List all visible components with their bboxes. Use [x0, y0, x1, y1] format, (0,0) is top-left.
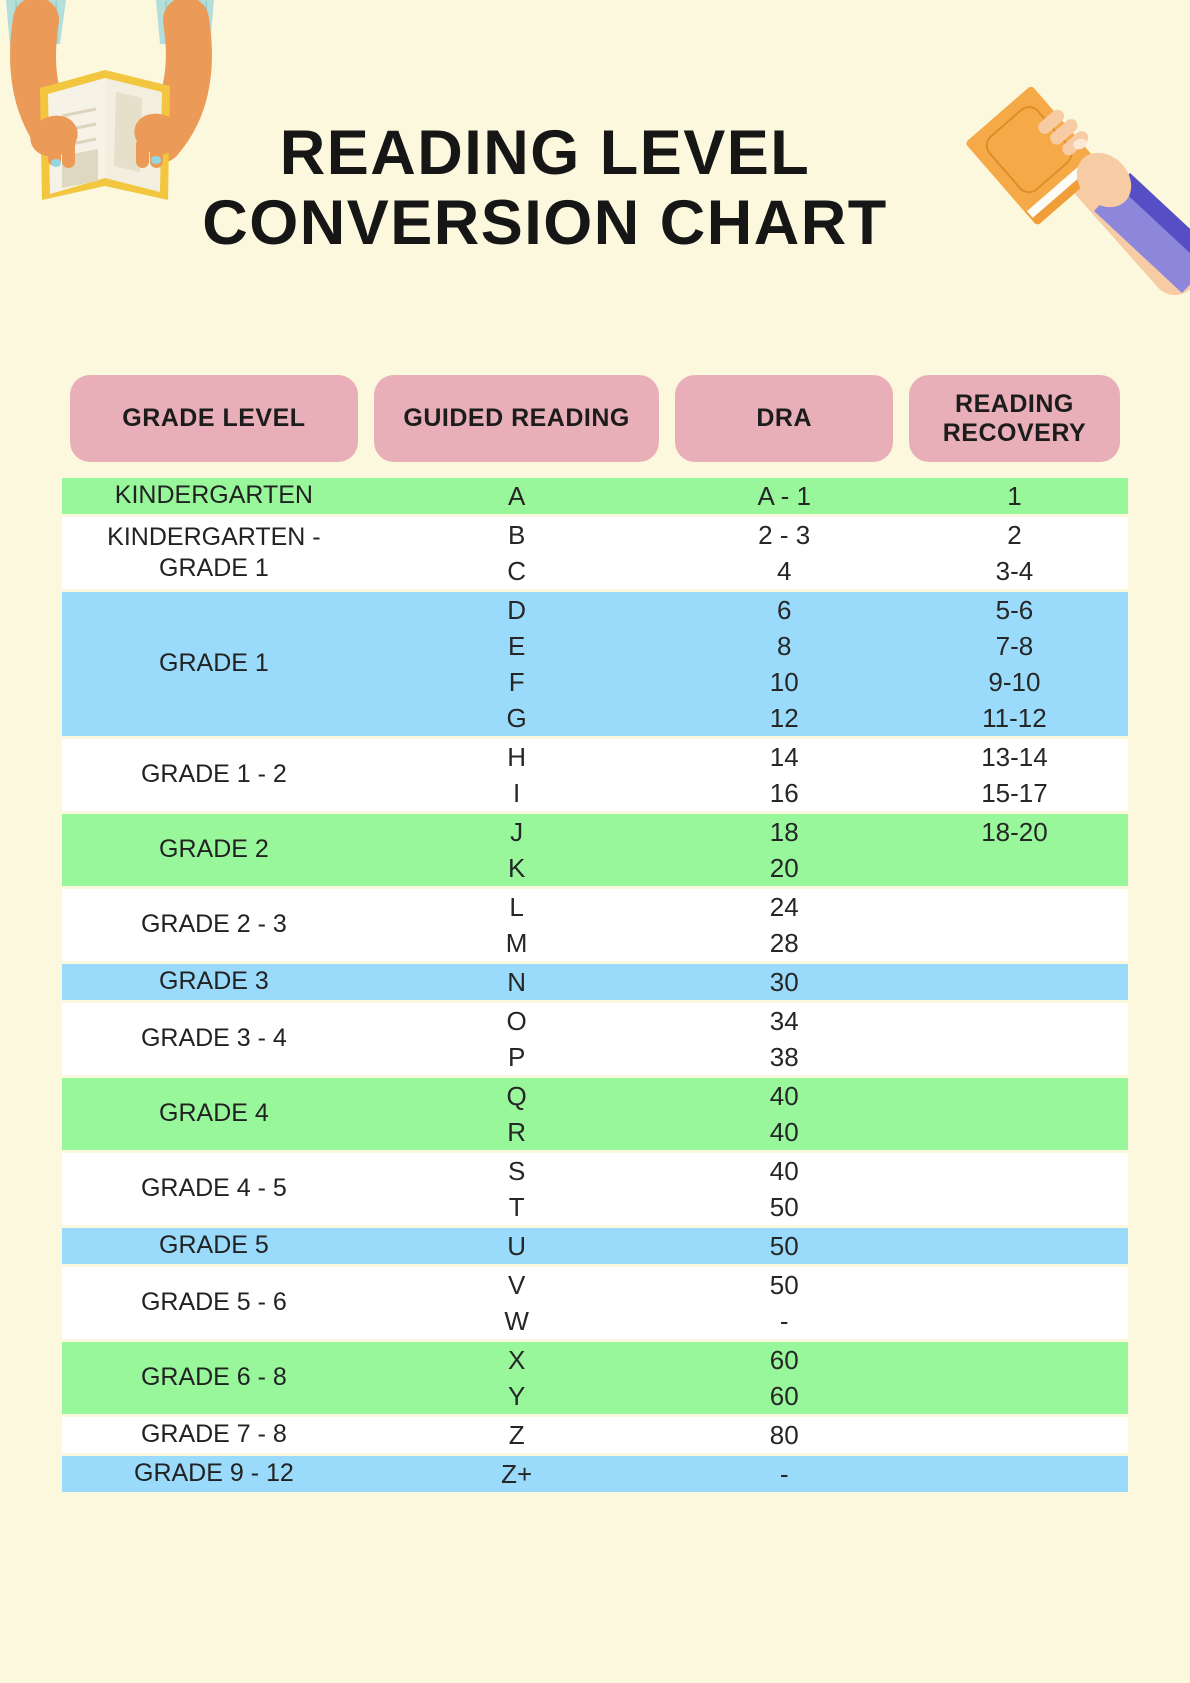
- column-header-grade-level: GRADE LEVEL: [70, 375, 358, 462]
- cell-line: 18: [769, 816, 799, 847]
- column-header-guided-reading: GUIDED READING: [374, 375, 660, 462]
- reading-recovery-cell: [901, 1003, 1128, 1075]
- cell-line: 20: [769, 852, 799, 883]
- dra-cell: [667, 1003, 900, 1075]
- guided-reading-cell: [366, 478, 668, 514]
- grade-level-cell: GRADE 4 - 5: [140, 1174, 287, 1203]
- dra-cell: [667, 814, 900, 886]
- table-row: [62, 1228, 1128, 1264]
- cell-line: Z+: [501, 1458, 533, 1489]
- cell-line: 38: [769, 1041, 799, 1072]
- dra-cell: [667, 889, 900, 961]
- cell-line: L: [509, 891, 524, 922]
- reading-recovery-cell: [901, 478, 1128, 514]
- cell-line: 60: [769, 1380, 799, 1411]
- cell-line: D: [507, 594, 527, 625]
- guided-reading-cell: [366, 964, 668, 1000]
- dra-cell: [667, 592, 900, 736]
- cell-line: E: [507, 630, 526, 661]
- table-row: [62, 814, 1128, 886]
- cell-line: 12: [769, 702, 799, 733]
- dra-cell: [667, 1078, 900, 1150]
- cell-line: K: [507, 852, 526, 883]
- cell-line: -: [779, 1305, 789, 1336]
- grade-level-cell: GRADE 2 - 3: [140, 910, 287, 939]
- grade-level-cell: KINDERGARTEN - GRADE 1: [107, 522, 321, 582]
- grade-level-cell: GRADE 3: [159, 967, 269, 996]
- table-row: [62, 1342, 1128, 1414]
- cell-line: 11-12: [982, 702, 1047, 733]
- cell-line: G: [506, 702, 527, 733]
- guided-reading-cell: [366, 814, 668, 886]
- cell-line: T: [508, 1191, 525, 1222]
- reading-recovery-cell: [901, 1456, 1128, 1492]
- reading-recovery-cell: [901, 592, 1128, 736]
- cell-line: B: [507, 519, 526, 550]
- guided-reading-cell: [366, 1228, 668, 1264]
- dra-cell: [667, 478, 900, 514]
- cell-line: 6: [776, 594, 792, 625]
- cell-line: 80: [769, 1419, 799, 1450]
- cell-line: 5-6: [995, 594, 1034, 625]
- cell-line: 1: [1007, 480, 1022, 511]
- reading-recovery-cell: [901, 964, 1128, 1000]
- title-line-1: READING LEVEL: [279, 118, 811, 188]
- guided-reading-cell: [366, 1342, 668, 1414]
- cell-line: 34: [769, 1005, 799, 1036]
- guided-reading-cell: [366, 889, 668, 961]
- table-row: [62, 1267, 1128, 1339]
- conversion-table: [62, 375, 1128, 1492]
- cell-line: J: [510, 816, 524, 847]
- grade-level-cell: GRADE 5 - 6: [140, 1288, 287, 1317]
- table-header: [62, 375, 1128, 462]
- table-row: [62, 592, 1128, 736]
- reading-recovery-cell: [901, 1228, 1128, 1264]
- cell-line: O: [506, 1005, 527, 1036]
- dra-cell: [667, 1417, 900, 1453]
- cell-line: 14: [769, 741, 799, 772]
- cell-line: P: [507, 1041, 526, 1072]
- cell-line: 4: [776, 555, 792, 586]
- page-title: [0, 118, 1090, 258]
- cell-line: 8: [776, 630, 792, 661]
- dra-cell: [667, 739, 900, 811]
- cell-line: W: [504, 1305, 529, 1336]
- cell-line: 30: [769, 966, 799, 997]
- grade-level-cell: GRADE 1: [159, 649, 269, 678]
- grade-level-cell: GRADE 5: [159, 1231, 269, 1260]
- cell-line: H: [507, 741, 527, 772]
- reading-recovery-cell: [901, 517, 1128, 589]
- table-row: [62, 1456, 1128, 1492]
- cell-line: N: [507, 966, 527, 997]
- cell-line: R: [507, 1116, 527, 1147]
- grade-level-cell: GRADE 4: [159, 1099, 269, 1128]
- table-row: [62, 964, 1128, 1000]
- table-row: [62, 739, 1128, 811]
- table-row: [62, 1003, 1128, 1075]
- grade-level-cell: GRADE 2: [159, 835, 269, 864]
- cell-line: I: [513, 777, 521, 808]
- table-row: [62, 889, 1128, 961]
- cell-line: 15-17: [981, 777, 1048, 808]
- cell-line: 13-14: [981, 741, 1048, 772]
- cell-line: Y: [507, 1380, 526, 1411]
- table-row: [62, 1417, 1128, 1453]
- grade-level-cell: GRADE 6 - 8: [140, 1363, 287, 1392]
- cell-line: 2 - 3: [758, 519, 811, 550]
- cell-line: X: [507, 1344, 526, 1375]
- cell-line: 3-4: [995, 555, 1034, 586]
- reading-recovery-cell: [901, 814, 1128, 886]
- grade-level-cell: KINDERGARTEN: [114, 481, 313, 510]
- guided-reading-cell: [366, 1078, 668, 1150]
- grade-level-cell: GRADE 3 - 4: [140, 1024, 287, 1053]
- table-body: [62, 478, 1128, 1492]
- table-row: [62, 478, 1128, 514]
- guided-reading-cell: [366, 1003, 668, 1075]
- guided-reading-cell: [366, 517, 668, 589]
- table-row: [62, 1153, 1128, 1225]
- cell-line: A: [507, 480, 526, 511]
- cell-line: 16: [769, 777, 799, 808]
- cell-line: 40: [769, 1155, 799, 1186]
- dra-cell: [667, 1228, 900, 1264]
- cell-line: 9-10: [988, 666, 1041, 697]
- cell-line: S: [507, 1155, 526, 1186]
- title-line-2: CONVERSION CHART: [202, 188, 888, 258]
- reading-recovery-cell: [901, 1078, 1128, 1150]
- cell-line: Z: [508, 1419, 525, 1450]
- reading-recovery-cell: [901, 1267, 1128, 1339]
- cell-line: 60: [769, 1344, 799, 1375]
- grade-level-cell: GRADE 7 - 8: [140, 1420, 287, 1449]
- guided-reading-cell: [366, 592, 668, 736]
- dra-cell: [667, 964, 900, 1000]
- cell-line: U: [507, 1230, 527, 1261]
- cell-line: 18-20: [981, 816, 1048, 847]
- dra-cell: [667, 1153, 900, 1225]
- dra-cell: [667, 1267, 900, 1339]
- column-header-reading-recovery: READING RECOVERY: [909, 375, 1120, 462]
- guided-reading-cell: [366, 739, 668, 811]
- dra-cell: [667, 517, 900, 589]
- grade-level-cell: GRADE 9 - 12: [134, 1459, 294, 1488]
- column-header-dra: DRA: [675, 375, 892, 462]
- reading-recovery-cell: [901, 1153, 1128, 1225]
- cell-line: 24: [769, 891, 799, 922]
- table-row: [62, 517, 1128, 589]
- cell-line: Q: [506, 1080, 527, 1111]
- table-row: [62, 1078, 1128, 1150]
- dra-cell: [667, 1342, 900, 1414]
- grade-level-cell: GRADE 1 - 2: [140, 760, 287, 789]
- cell-line: 28: [769, 927, 799, 958]
- cell-line: 7-8: [995, 630, 1034, 661]
- cell-line: A - 1: [757, 480, 811, 511]
- guided-reading-cell: [366, 1153, 668, 1225]
- reading-recovery-cell: [901, 1342, 1128, 1414]
- cell-line: 2: [1007, 519, 1022, 550]
- guided-reading-cell: [366, 1267, 668, 1339]
- cell-line: C: [507, 555, 527, 586]
- guided-reading-cell: [366, 1456, 668, 1492]
- reading-recovery-cell: [901, 739, 1128, 811]
- cell-line: M: [505, 927, 528, 958]
- cell-line: 10: [769, 666, 799, 697]
- dra-cell: [667, 1456, 900, 1492]
- cell-line: 50: [769, 1191, 799, 1222]
- cell-line: 50: [769, 1269, 799, 1300]
- reading-recovery-cell: [901, 1417, 1128, 1453]
- cell-line: -: [779, 1458, 789, 1489]
- cell-line: 40: [769, 1080, 799, 1111]
- cell-line: 40: [769, 1116, 799, 1147]
- guided-reading-cell: [366, 1417, 668, 1453]
- cell-line: F: [508, 666, 525, 697]
- cell-line: 50: [769, 1230, 799, 1261]
- reading-recovery-cell: [901, 889, 1128, 961]
- cell-line: V: [507, 1269, 526, 1300]
